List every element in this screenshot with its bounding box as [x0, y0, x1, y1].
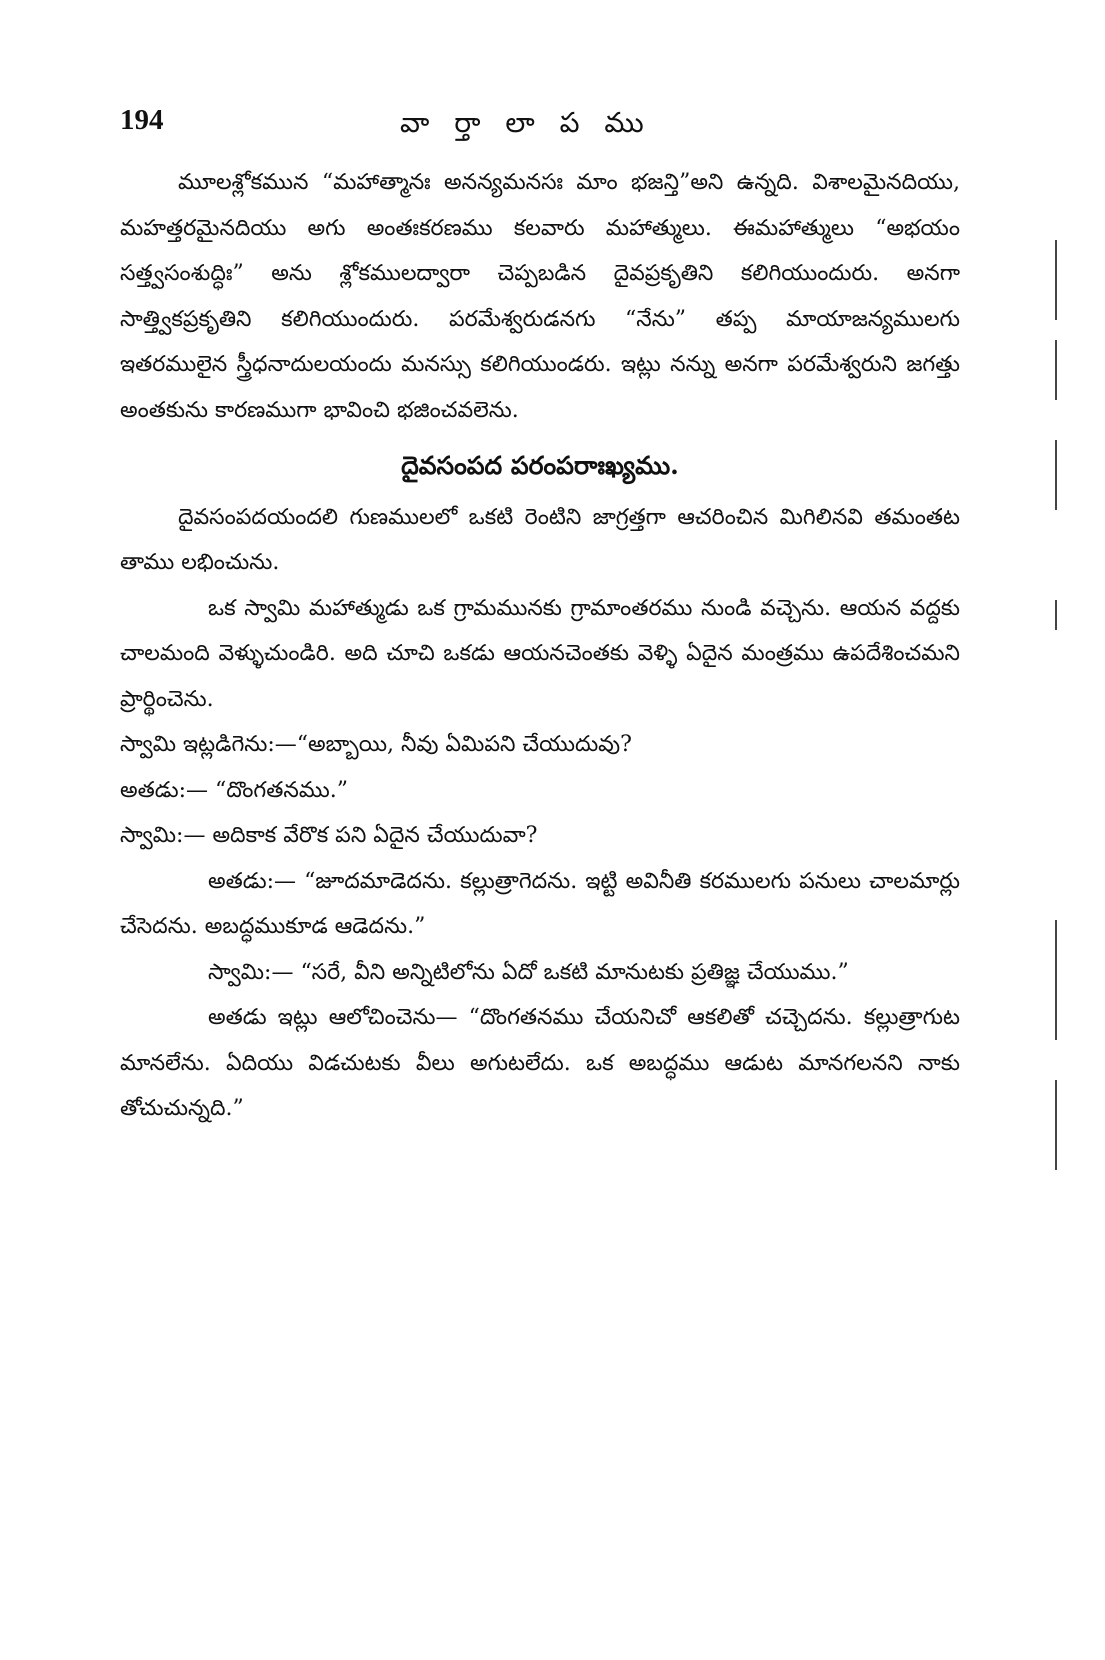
edge-mark: [1055, 600, 1057, 630]
edge-mark: [1055, 440, 1057, 510]
dialog-line: అతడు:— “జూదమాడెదను. కల్లుత్రాగెదను. ఇట్టి అవినీతి కరములగు పనులు చాలమార్లు చేసెదను. అబద్ధముకూడ ఆడెదను.”: [120, 868, 960, 939]
page-edge-shadow: [1055, 180, 1059, 1480]
edge-mark: [1055, 240, 1057, 320]
paragraph: మూలశ్లోకమున “మహాత్మానః అనన్యమనసః మాం భజన్తి”అని ఉన్నది. విశాలమైనదియు, మహత్తరమైనదియు అగు అంతఃకరణము కలవారు మహాత్ములు. ఈమహాత్ములు “అభయం సత్త్వసంశుద్ధిః” అను శ్లోకములద్వారా చెప్పబడిన దైవప్రకృతిని కలిగియుందురు. అనగా సాత్త్వికప్రకృతిని కలిగియుందురు. పరమేశ్వరుడనగు “నేను” తప్ప మాయాజన్యములగు ఇతరములైన స్త్రీధనాదులయందు మనస్సు కలిగియుండరు. ఇట్లు నన్ను అనగా పరమేశ్వరుని జగత్తు అంతకును కారణముగా భావించి భజించవలెను.: [120, 170, 960, 423]
edge-mark: [1055, 920, 1057, 1040]
edge-mark: [1055, 1080, 1057, 1170]
dialog-line: స్వామి ఇట్లడిగెను:—“అబ్బాయి, నీవు ఏమిపని చేయుదువు?: [120, 732, 632, 757]
edge-mark: [1055, 340, 1057, 400]
paragraph: అతడు ఇట్లు ఆలోచించెను— “దొంగతనము చేయనిచో ఆకలితో చచ్చెదను. కల్లుత్రాగుట మానలేను. ఏదియు విడచుటకు వీలు అగుటలేదు. ఒక అబద్ధము ఆడుట మానగలనని నాకు తోచుచున్నది.”: [120, 1005, 960, 1121]
dialog-line: అతడు:— “దొంగతనము.”: [120, 777, 348, 803]
paragraph: ఒక స్వామి మహాత్ముడు ఒక గ్రామమునకు గ్రామాంతరము నుండి వచ్చెను. ఆయన వద్దకు చాలమంది వెళ్ళుచుండిరి. అది చూచి ఒకడు ఆయనచెంతకు వెళ్ళి ఏదైన మంత్రము ఉపదేశించమని ప్రార్థించెను.: [120, 595, 960, 712]
body-text: [120, 160, 960, 1132]
dialog-line: స్వామి:— అదికాక వేరొక పని ఏదైన చేయుదువా?: [120, 823, 538, 848]
section-heading: దైవసంపద పరంపరాఃఖ్యము.: [401, 451, 679, 480]
page-number: 194: [120, 104, 164, 136]
page-header: [120, 104, 960, 154]
dialog-line: స్వామి:— “సరే, వీని అన్నిటిలోను ఏదో ఒకటి మానుటకు ప్రతిజ్ఞ చేయుము.”: [208, 959, 849, 985]
running-head: వా ర్తా లా ప ము: [400, 106, 652, 139]
paragraph: దైవసంపదయందలి గుణములలో ఒకటి రెంటిని జాగ్రత్తగా ఆచరించిన మిగిలినవి తమంతట తాము లభించును.: [120, 504, 960, 575]
